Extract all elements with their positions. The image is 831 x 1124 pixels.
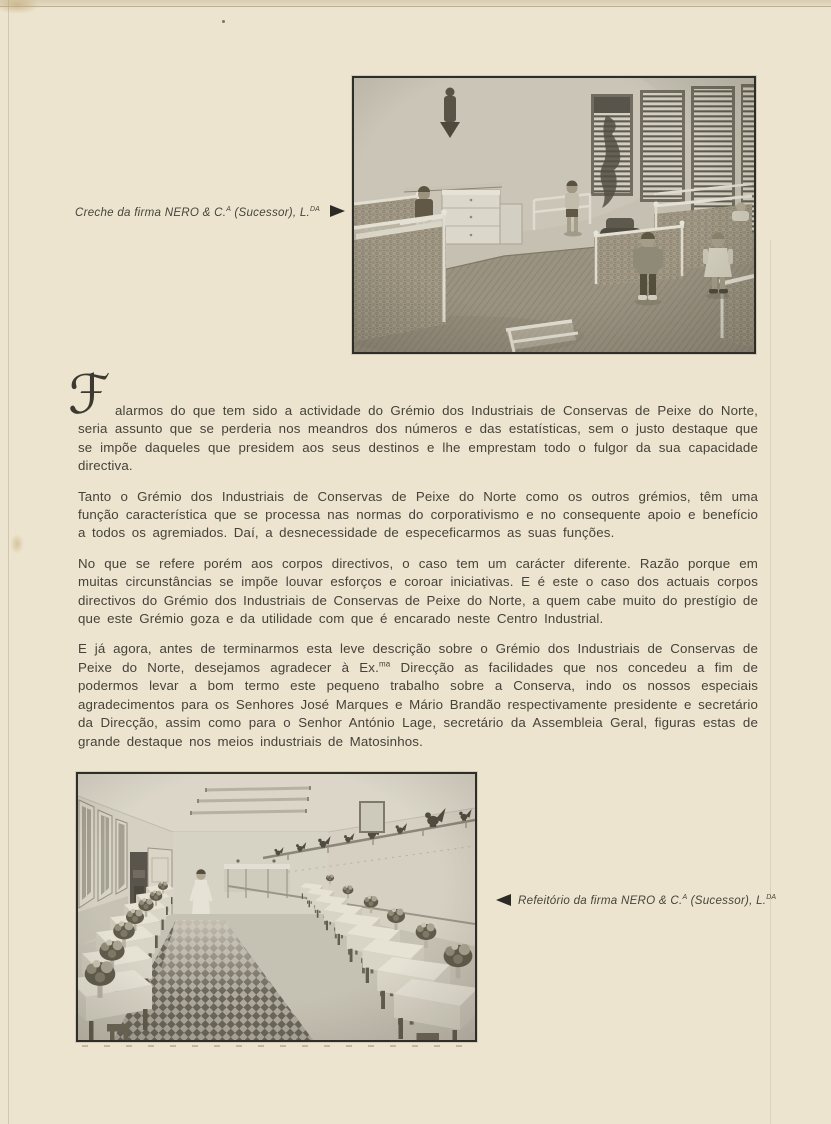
creche-caption — [75, 206, 320, 219]
paragraph-text: Direcção as facilidades que nos concedeu a fim de podermos levar a bom termo este pequeno trabalho sobre a Conserva, indo os nossos especiais agradecimentos para os Senhores José Marques e Mário Brandão respectivamente presidente e secretário da Direcção, assim como para o Senhor António Lage, secretário da Assembleia Geral, figuras estas de grande destaque nos meios industriais de Matosinhos. — [78, 659, 758, 749]
honorific-superscript: ma — [378, 659, 391, 669]
paper-crease — [770, 240, 771, 1124]
refeitorio-photo — [76, 772, 477, 1042]
scan-top-edge — [0, 0, 831, 7]
paragraph: No que se refere porém aos corpos directivos, o caso tem um carácter diferente. Razão porque em muitas circunstâncias se impõe louvar esforços e coroar iniciativas. E é este o caso dos actuais corpos directivos do Grémio dos Industriais de Conservas de Peixe do Norte, a quem cabe muito do prestígio de que este Grémio goza e da utilidade com que é encarado neste Centro Industrial. — [78, 555, 758, 627]
caption-text: Refeitório da firma NERO & C. — [518, 894, 683, 907]
scan-left-edge — [8, 0, 9, 1124]
right-triangle-icon — [330, 205, 345, 217]
article-text — [78, 402, 758, 751]
paragraph: alarmos do que tem sido a actividade do Grémio dos Industriais de Conservas de Peixe do Norte, seria assunto que se perderia nos meandros dos números e das estatísticas, sem o justo destaque que se impõe daqueles que presidem aos seus destinos e lhe emprestam todo o fulgor da sua capacidade directiva. — [78, 403, 758, 474]
creche-photo — [352, 76, 756, 354]
paper-stain — [0, 0, 40, 14]
scan-noise — [82, 1045, 468, 1047]
paragraph: Tanto o Grémio dos Industriais de Conservas de Peixe do Norte como os outros grémios, têm uma função característica que se processa nas normas do corporativismo e no consequente apoio e benefício a todos os agremiados. Daí, a desnecessidade de especeficarmos as suas funções. — [78, 488, 758, 541]
caption-text: Creche da firma NERO & C. — [75, 206, 227, 219]
caption-superscript: A — [682, 894, 688, 902]
caption-text: (Sucessor), L. — [230, 206, 311, 219]
creche-illustration — [354, 78, 754, 352]
dropcap-initial-f: ℱ — [68, 363, 111, 426]
refeitorio-caption — [518, 894, 776, 907]
caption-superscript: DA — [766, 894, 777, 902]
caption-text: (Sucessor), L. — [687, 894, 767, 907]
left-triangle-icon — [496, 894, 511, 906]
paper-stain — [10, 534, 24, 554]
caption-superscript: A — [226, 206, 231, 214]
paragraph-text: E já agora, antes de terminarmos esta leve descrição sobre o Grémio dos Industriais de Conservas de Peixe do Norte, desejamos agradecer à Ex. — [78, 641, 758, 675]
caption-superscript: DA — [310, 206, 320, 214]
paragraph — [78, 640, 758, 750]
refeitorio-illustration — [78, 774, 475, 1040]
paper-speck — [222, 20, 225, 23]
